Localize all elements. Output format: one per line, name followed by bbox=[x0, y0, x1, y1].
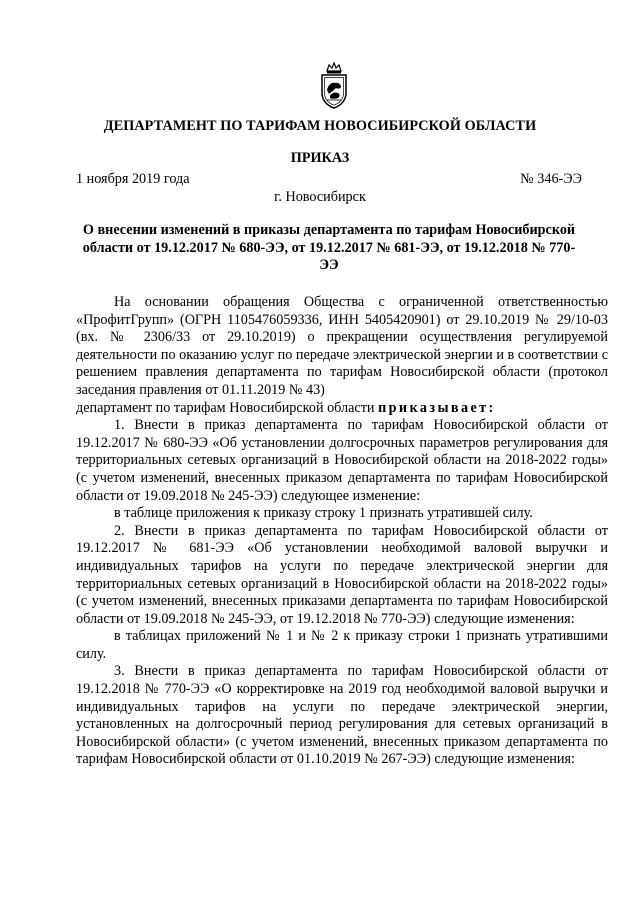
document-type: ПРИКАЗ bbox=[290, 150, 350, 166]
document-city: г. Новосибирск bbox=[274, 189, 366, 205]
orders-line bbox=[76, 400, 608, 418]
document-title: О внесении изменений в приказы департамента по тарифам Новосибирской области от 19.12.2017 № 680-ЭЭ, от 19.12.2017 № 681-ЭЭ, от 19.12.2018 № 770-ЭЭ bbox=[82, 222, 576, 273]
coat-of-arms-icon bbox=[318, 62, 350, 110]
item-3: 3. Внести в приказ департамента по тарифам Новосибирской области от 19.12.2018 № 770-ЭЭ «О корректировке на 2019 год необходимой валовой выручки и индивидуальных тарифов на услуги по передаче электрической энергии, установленных на долгосрочный период регулирования для сетевых организаций в Новосибирской области» (с учетом изменений, внесенных приказом департамента по тарифам Новосибирской области от 01.10.2019 № 267-ЭЭ) следующие изменения: bbox=[76, 663, 608, 768]
document-date: 1 ноября 2019 года bbox=[76, 171, 190, 187]
orders-prefix: департамент по тарифам Новосибирской области bbox=[76, 399, 375, 416]
document-body bbox=[76, 294, 608, 769]
item-1: 1. Внести в приказ департамента по тарифам Новосибирской области от 19.12.2017 № 680-ЭЭ «Об установлении долгосрочных параметров регулирования для территориальных сетевых организаций в Новосибирской области на 2018-2022 годы» (с учетом изменений, внесенных приказом департамента по тарифам Новосибирской области от 19.09.2018 № 245-ЭЭ) следующее изменение: bbox=[76, 417, 608, 504]
document-number: № 346-ЭЭ bbox=[520, 171, 582, 187]
orders-word: приказывает: bbox=[378, 399, 496, 416]
item-2-sub: в таблицах приложений № 1 и № 2 к приказу строки 1 признать утратившими силу. bbox=[76, 628, 608, 662]
department-name: ДЕПАРТАМЕНТ ПО ТАРИФАМ НОВОСИБИРСКОЙ ОБЛАСТИ bbox=[103, 118, 537, 134]
item-2: 2. Внести в приказ департамента по тарифам Новосибирской области от 19.12.2017 № 681-ЭЭ «Об установлении необходимой валовой выручки и индивидуальных тарифов на услуги по передаче электрической энергии для территориальных сетевых организаций в Новосибирской области на 2018-2022 годы» (с учетом изменений, внесенных приказами департамента по тарифам Новосибирской области от 19.09.2018 № 245-ЭЭ, от 19.12.2018 № 770-ЭЭ) следующие изменения: bbox=[76, 522, 608, 627]
item-1-sub: в таблице приложения к приказу строку 1 признать утратившей силу. bbox=[114, 505, 533, 522]
intro-paragraph: На основании обращения Общества с ограниченной ответственностью «ПрофитГрупп» (ОГРН 1105476059336, ИНН 5405420901) от 29.10.2019 № 29/10-03 (вх. № 2306/33 от 29.10.2019) о прекращении осуществления регулируемой деятельности по оказанию услуг по передаче электрической энергии и в соответствии с решением правления департамента по тарифам Новосибирской области (протокол заседания правления от 01.11.2019 № 43) bbox=[76, 294, 608, 398]
